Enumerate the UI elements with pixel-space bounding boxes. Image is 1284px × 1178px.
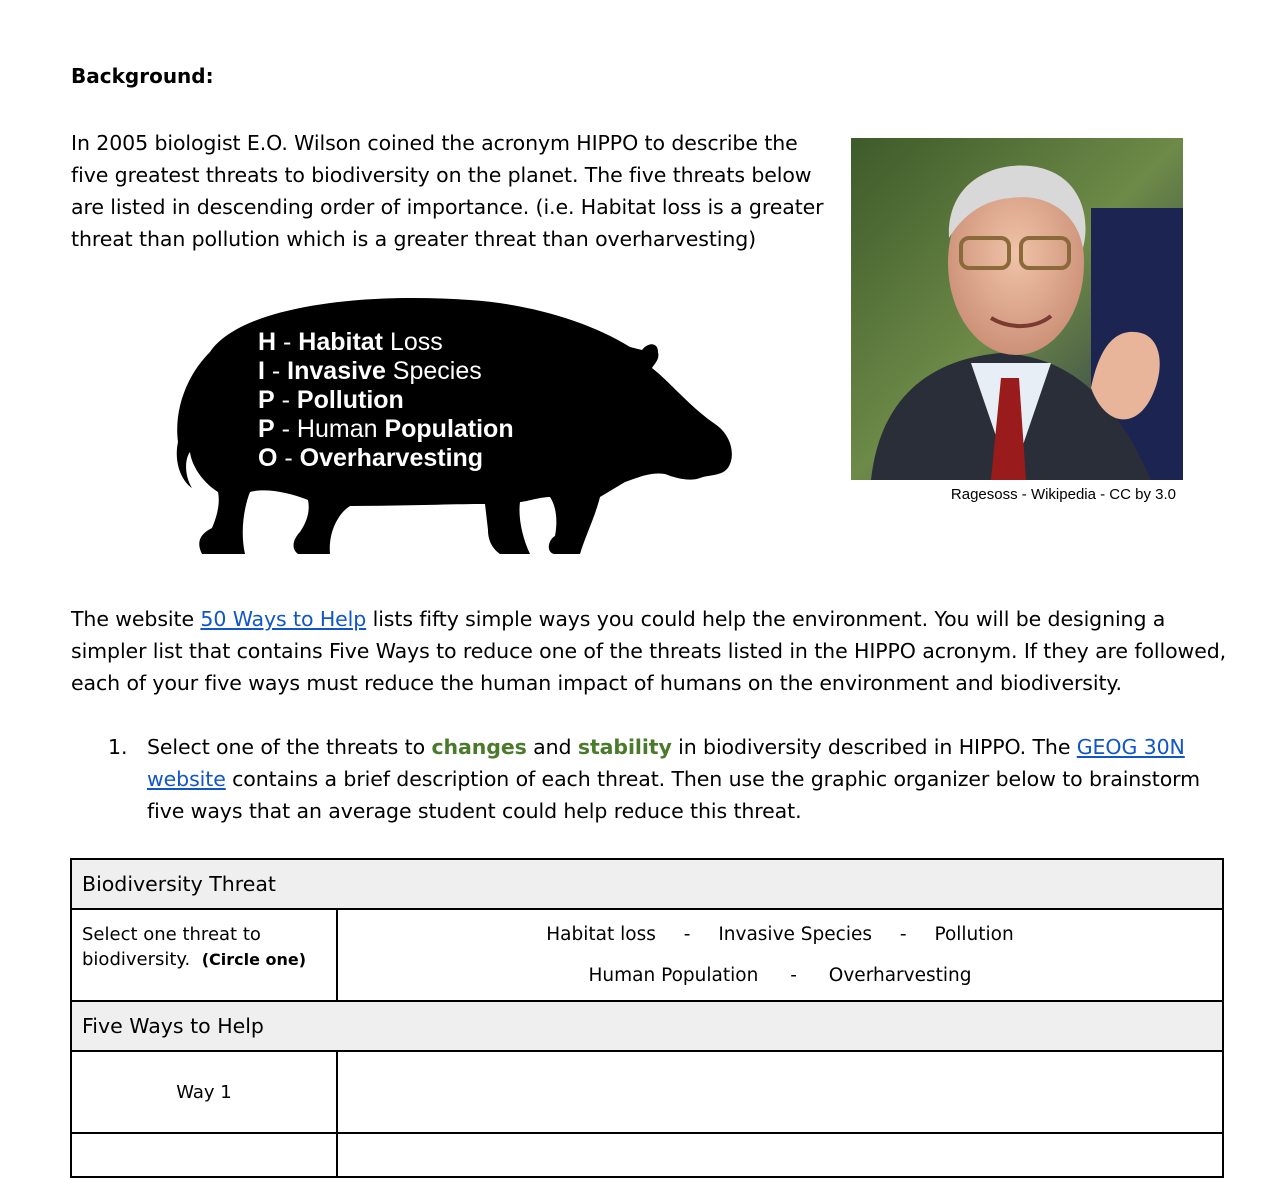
- threat-options-row-2: [339, 955, 1221, 996]
- fifty-ways-link[interactable]: 50 Ways to Help: [200, 607, 367, 631]
- question-1-text: Select one of the threats to changes and stability in biodiversity described in HIPPO. The GEOG 30N website contains a brief description of each threat. Then use the graphic organizer below to brainstorm five ways that an average student could help reduce this threat.: [147, 735, 1200, 823]
- table-header-row: [71, 1001, 1223, 1051]
- table-row: [71, 909, 1223, 1001]
- way-2-label: [71, 1133, 337, 1177]
- option-separator: -: [683, 923, 691, 945]
- threat-options-cell[interactable]: [337, 909, 1223, 1001]
- way-1-label: Way 1: [71, 1051, 337, 1133]
- biodiversity-threat-header: Biodiversity Threat: [71, 859, 1223, 909]
- graphic-organizer-table: [70, 858, 1224, 1178]
- portrait-photo: [851, 138, 1183, 480]
- way-1-answer[interactable]: [337, 1051, 1223, 1133]
- question-number: 1.: [108, 735, 128, 759]
- hippo-row-o: O - Overharvesting: [258, 444, 484, 472]
- websites-paragraph: The website 50 Ways to Help lists fifty simple ways you could help the environment. You will be designing a simpler list that contains Five Ways to reduce one of the threats listed in the HIPPO acronym. If they are followed, each of your five ways must reduce the human impact of humans on the environment and biodiversity.: [71, 607, 1227, 695]
- hippo-row-i: I - Invasive Species: [258, 357, 482, 385]
- option-habitat-loss[interactable]: Habitat loss: [546, 923, 656, 945]
- intro-paragraph: In 2005 biologist E.O. Wilson coined the acronym HIPPO to describe the five greatest threats to biodiversity on the planet. The five threats below are listed in descending order of importance. (i.e. Habitat loss is a greater threat than pollution which is a greater threat than overharvesting): [71, 131, 824, 251]
- table-row: [71, 1133, 1223, 1177]
- photo-caption: Ragesoss - Wikipedia - CC by 3.0: [950, 486, 1176, 503]
- hippo-row-p1: P - Pollution: [258, 386, 404, 414]
- hippo-row-p2: P - Human Population: [258, 415, 514, 443]
- option-pollution[interactable]: Pollution: [934, 923, 1014, 945]
- option-separator: -: [899, 923, 907, 945]
- table-row: [71, 1051, 1223, 1133]
- geog-30n-link[interactable]: GEOG 30N website: [147, 735, 1185, 791]
- way-2-answer[interactable]: [337, 1133, 1223, 1177]
- option-invasive-species[interactable]: Invasive Species: [718, 923, 872, 945]
- five-ways-header: Five Ways to Help: [71, 1001, 1223, 1051]
- hippo-graphic: [170, 292, 740, 564]
- option-human-population[interactable]: Human Population: [588, 964, 759, 986]
- table-header-row: [71, 859, 1223, 909]
- option-separator: -: [790, 964, 797, 986]
- hippo-row-h: H - Habitat Loss: [258, 328, 443, 356]
- select-threat-label: Select one threat to biodiversity. (Circle one): [71, 909, 337, 1001]
- section-heading: Background:: [71, 64, 214, 88]
- threat-options-row-1: [339, 914, 1221, 955]
- option-overharvesting[interactable]: Overharvesting: [828, 964, 972, 986]
- hippo-acronym-list: [258, 328, 514, 473]
